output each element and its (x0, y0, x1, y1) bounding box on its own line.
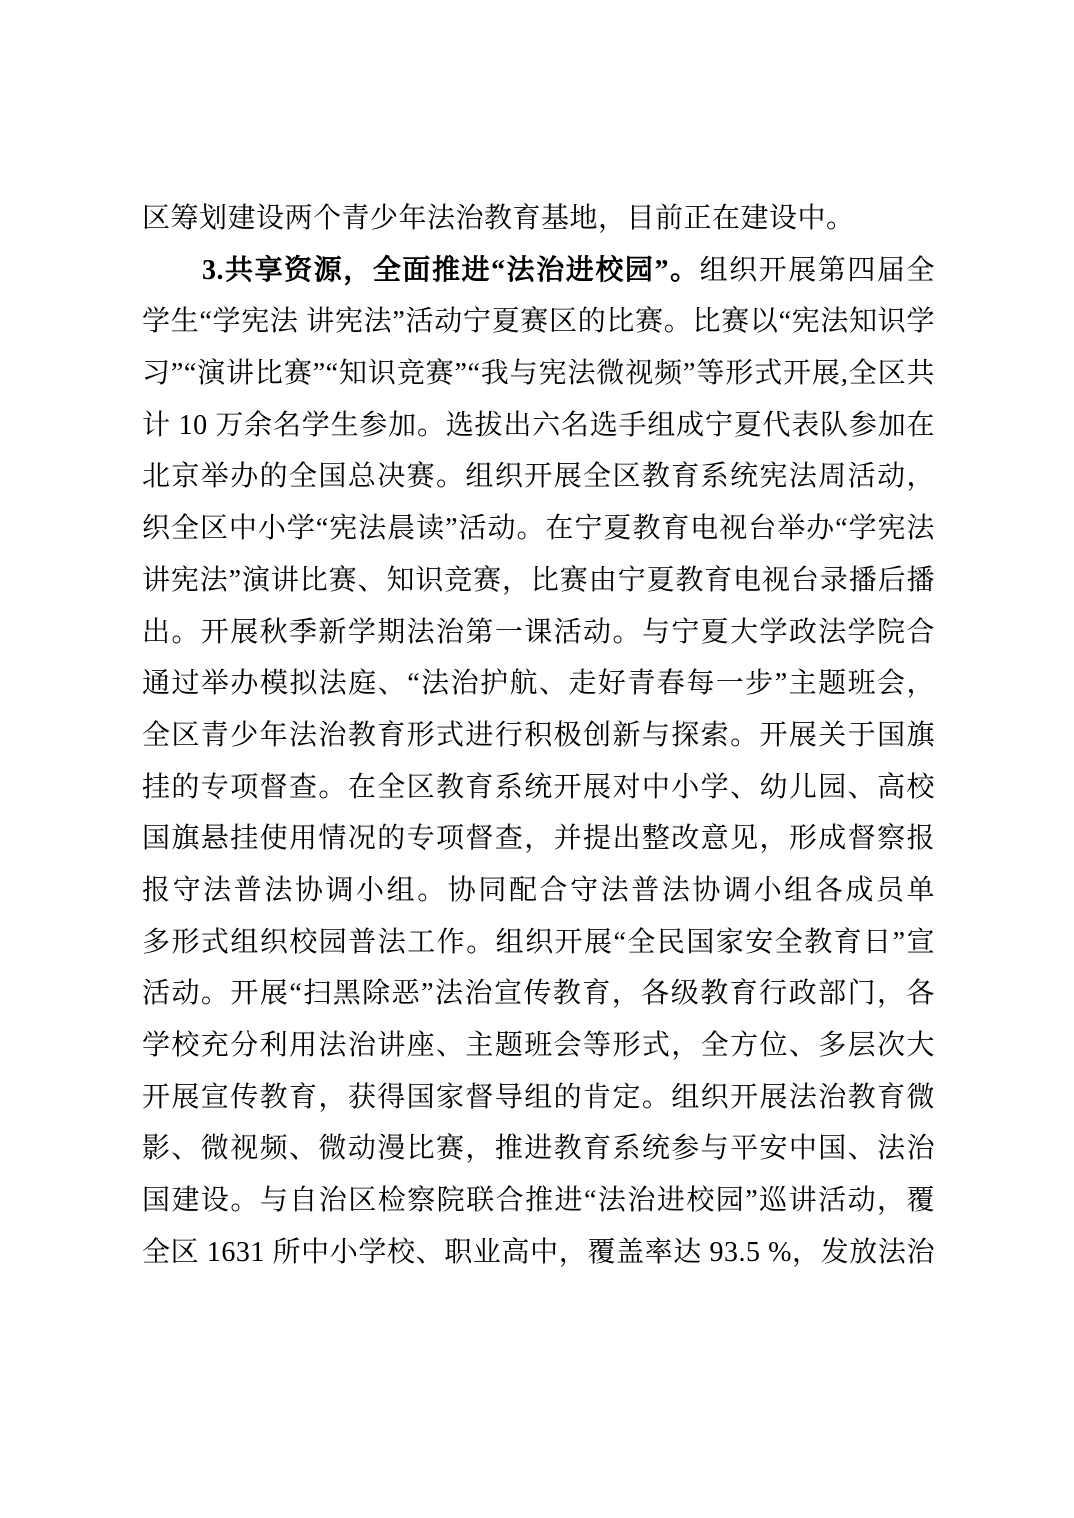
bold-heading: 3.共享资源，全面推进“法治进校园”。 (202, 254, 700, 286)
text-line: 全区青少年法治教育形式进行积极创新与探索。开展关于国旗 (142, 719, 935, 751)
text-line: 国建设。与自治区检察院联合推进“法治进校园”巡讲活动，覆 (142, 1185, 935, 1217)
text-line: 多形式组织校园普法工作。组织开展“全民国家安全教育日”宣 (142, 926, 935, 958)
text-line: 习”“演讲比赛”“知识竞赛”“我与宪法微视频”等形式开展,全区共 (142, 358, 935, 390)
text-line: 北京举办的全国总决赛。组织开展全区教育系统宪法周活动， (142, 461, 935, 493)
text-line: 开展宣传教育，获得国家督导组的肯定。组织开展法治教育微 (142, 1081, 935, 1113)
text-line: 讲宪法”演讲比赛、知识竞赛，比赛由宁夏教育电视台录播后播 (142, 564, 935, 596)
text-line: 计 10 万余名学生参加。选拔出六名选手组成宁夏代表队参加在 (142, 409, 935, 441)
text-line: 报守法普法协调小组。协同配合守法普法协调小组各成员单 (142, 874, 935, 906)
text-line: 国旗悬挂使用情况的专项督查，并提出整改意见，形成督察报 (142, 823, 935, 855)
text-line: 学生“学宪法 讲宪法”活动宁夏赛区的比赛。比赛以“宪法知识学 (142, 306, 935, 338)
text-line: 挂的专项督查。在全区教育系统开展对中小学、幼儿园、高校 (142, 771, 935, 803)
text-line: 通过举办模拟法庭、“法治护航、走好青春每一步”主题班会， (142, 668, 935, 700)
text-body (142, 193, 935, 1278)
text-line: 活动。开展“扫黑除恶”法治宣传教育，各级教育行政部门，各 (142, 978, 935, 1010)
text-line: 学校充分利用法治讲座、主题班会等形式，全方位、多层次大 (142, 1030, 935, 1061)
text-line: 3.共享资源，全面推进“法治进校园”。组织开展第四届全 (202, 254, 935, 286)
text-line: 全区 1631 所中小学校、职业高中，覆盖率达 93.5 %，发放法治 (142, 1236, 935, 1268)
text-line: 出。开展秋季新学期法治第一课活动。与宁夏大学政法学院合 (142, 616, 935, 648)
text-line: 织全区中小学“宪法晨读”活动。在宁夏教育电视台举办“学宪法 (142, 513, 935, 545)
text-line: 区筹划建设两个青少年法治教育基地，目前正在建设中。 (142, 203, 855, 234)
text-line: 影、微视频、微动漫比赛，推进教育系统参与平安中国、法治 (142, 1133, 935, 1165)
